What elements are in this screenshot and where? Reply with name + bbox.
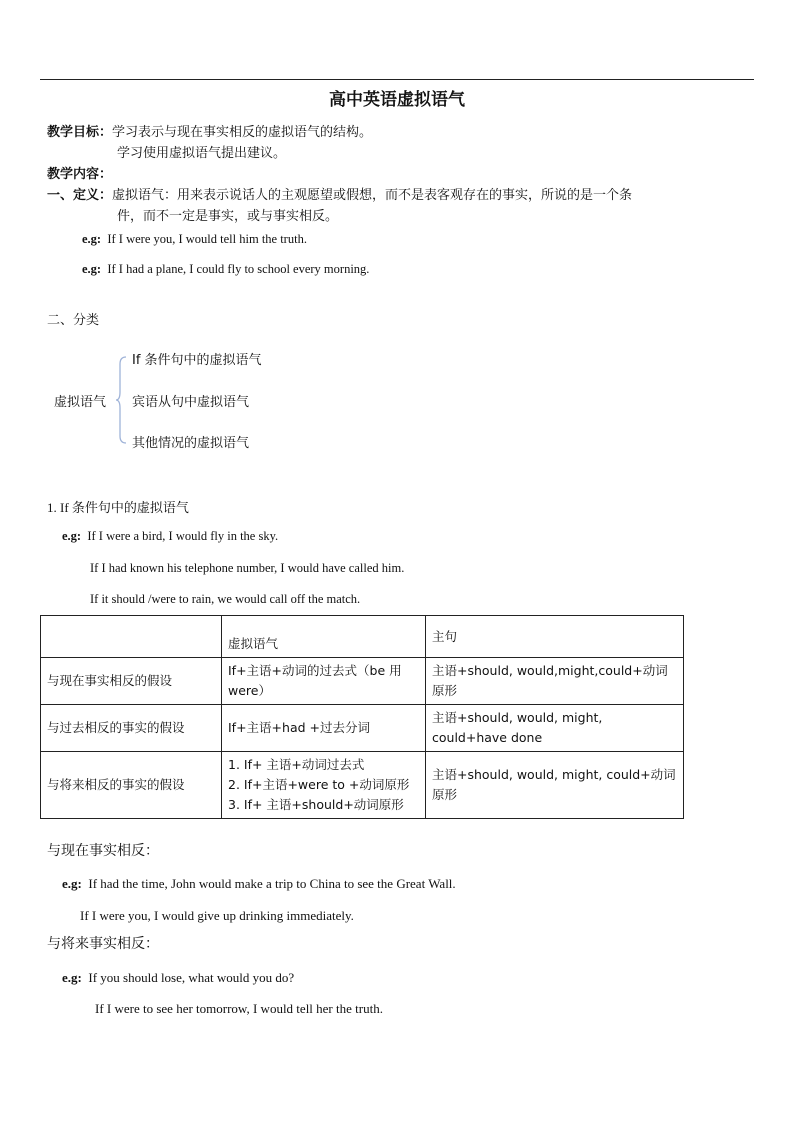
subjunctive-line: 3. If+ 主语+should+动词原形 bbox=[228, 797, 404, 812]
classification-heading: 二、分类 bbox=[47, 313, 100, 328]
page-title: 高中英语虚拟语气 bbox=[329, 90, 465, 110]
section1-example-2: If I had known his telephone number, I would have called him. bbox=[90, 561, 405, 575]
table-row bbox=[41, 705, 684, 752]
table-cell-subjunctive: If+主语+had +过去分词 bbox=[222, 705, 426, 752]
example-text: If I had a plane, I could fly to school every morning. bbox=[107, 262, 370, 276]
table-header-subjunctive: 虚拟语气 bbox=[222, 616, 426, 658]
objectives-line-2: 学习使用虚拟语气提出建议。 bbox=[117, 146, 287, 161]
table-row bbox=[41, 616, 684, 658]
subjunctive-line: 2. If+主语+were to +动词原形 bbox=[228, 777, 410, 792]
present-example-1 bbox=[62, 876, 456, 892]
eg-label: e.g: bbox=[62, 970, 82, 985]
content-label: 教学内容： bbox=[47, 167, 113, 182]
table-cell-label: 与将来相反的事实的假设 bbox=[41, 752, 222, 819]
definition-line-2: 件，而不一定是事实，或与事实相反。 bbox=[117, 209, 339, 224]
table-header-empty bbox=[41, 616, 222, 658]
future-example-2: If I were to see her tomorrow, I would tell her the truth. bbox=[95, 1001, 383, 1016]
future-example-1 bbox=[62, 970, 294, 986]
definition-block bbox=[47, 184, 632, 203]
table-cell-main: 主语+should, would,might,could+动词原形 bbox=[426, 658, 684, 705]
example-text: If you should lose, what would you do? bbox=[88, 970, 295, 985]
section1-example-1 bbox=[62, 529, 278, 544]
classification-item-if: If 条件句中的虚拟语气 bbox=[132, 353, 262, 368]
table-cell-label: 与现在事实相反的假设 bbox=[41, 658, 222, 705]
eg-label: e.g: bbox=[82, 262, 102, 276]
table-cell-main: 主语+should, would, might, could+动词原形 bbox=[426, 752, 684, 819]
table-cell-subjunctive bbox=[222, 752, 426, 819]
definition-example-2 bbox=[82, 262, 369, 277]
section1-heading: 1. If 条件句中的虚拟语气 bbox=[47, 500, 189, 515]
example-text: If had the time, John would make a trip to China to see the Great Wall. bbox=[88, 876, 456, 891]
future-heading: 与将来事实相反： bbox=[47, 936, 159, 952]
table-cell-subjunctive: If+主语+动词的过去式（be 用were） bbox=[222, 658, 426, 705]
classification-item-object-clause: 宾语从句中虚拟语气 bbox=[132, 395, 250, 410]
present-heading: 与现在事实相反： bbox=[47, 843, 159, 859]
section1-example-3: If it should /were to rain, we would call off the match. bbox=[90, 592, 361, 606]
definition-example-1 bbox=[82, 232, 307, 247]
eg-label: e.g: bbox=[82, 232, 102, 246]
eg-label: e.g: bbox=[62, 529, 82, 543]
eg-label: e.g: bbox=[62, 876, 82, 891]
example-text: If I were you, I would tell him the truth. bbox=[107, 232, 307, 246]
objectives-line-1: 学习表示与现在事实相反的虚拟语气的结构。 bbox=[112, 125, 373, 140]
objectives-label: 教学目标： bbox=[47, 125, 113, 140]
classification-root: 虚拟语气 bbox=[54, 395, 107, 410]
table-row bbox=[41, 658, 684, 705]
subjunctive-line: 1. If+ 主语+动词过去式 bbox=[228, 757, 365, 772]
table-row bbox=[41, 752, 684, 819]
table-header-main: 主句 bbox=[426, 616, 684, 658]
definition-line-1: 虚拟语气：用来表示说话人的主观愿望或假想，而不是表客观存在的事实，所说的是一个条 bbox=[112, 188, 633, 203]
curly-brace-icon bbox=[115, 356, 127, 444]
objectives-block bbox=[47, 121, 372, 140]
header-rule bbox=[40, 79, 754, 80]
present-example-2: If I were you, I would give up drinking immediately. bbox=[80, 908, 354, 923]
example-text: If I were a bird, I would fly in the sky. bbox=[87, 529, 279, 543]
classification-item-other: 其他情况的虚拟语气 bbox=[132, 436, 250, 451]
definition-label: 一、定义： bbox=[47, 188, 113, 203]
table-cell-label: 与过去相反的事实的假设 bbox=[41, 705, 222, 752]
conditional-table bbox=[40, 615, 684, 819]
table-cell-main: 主语+should, would, might, could+have done bbox=[426, 705, 684, 752]
